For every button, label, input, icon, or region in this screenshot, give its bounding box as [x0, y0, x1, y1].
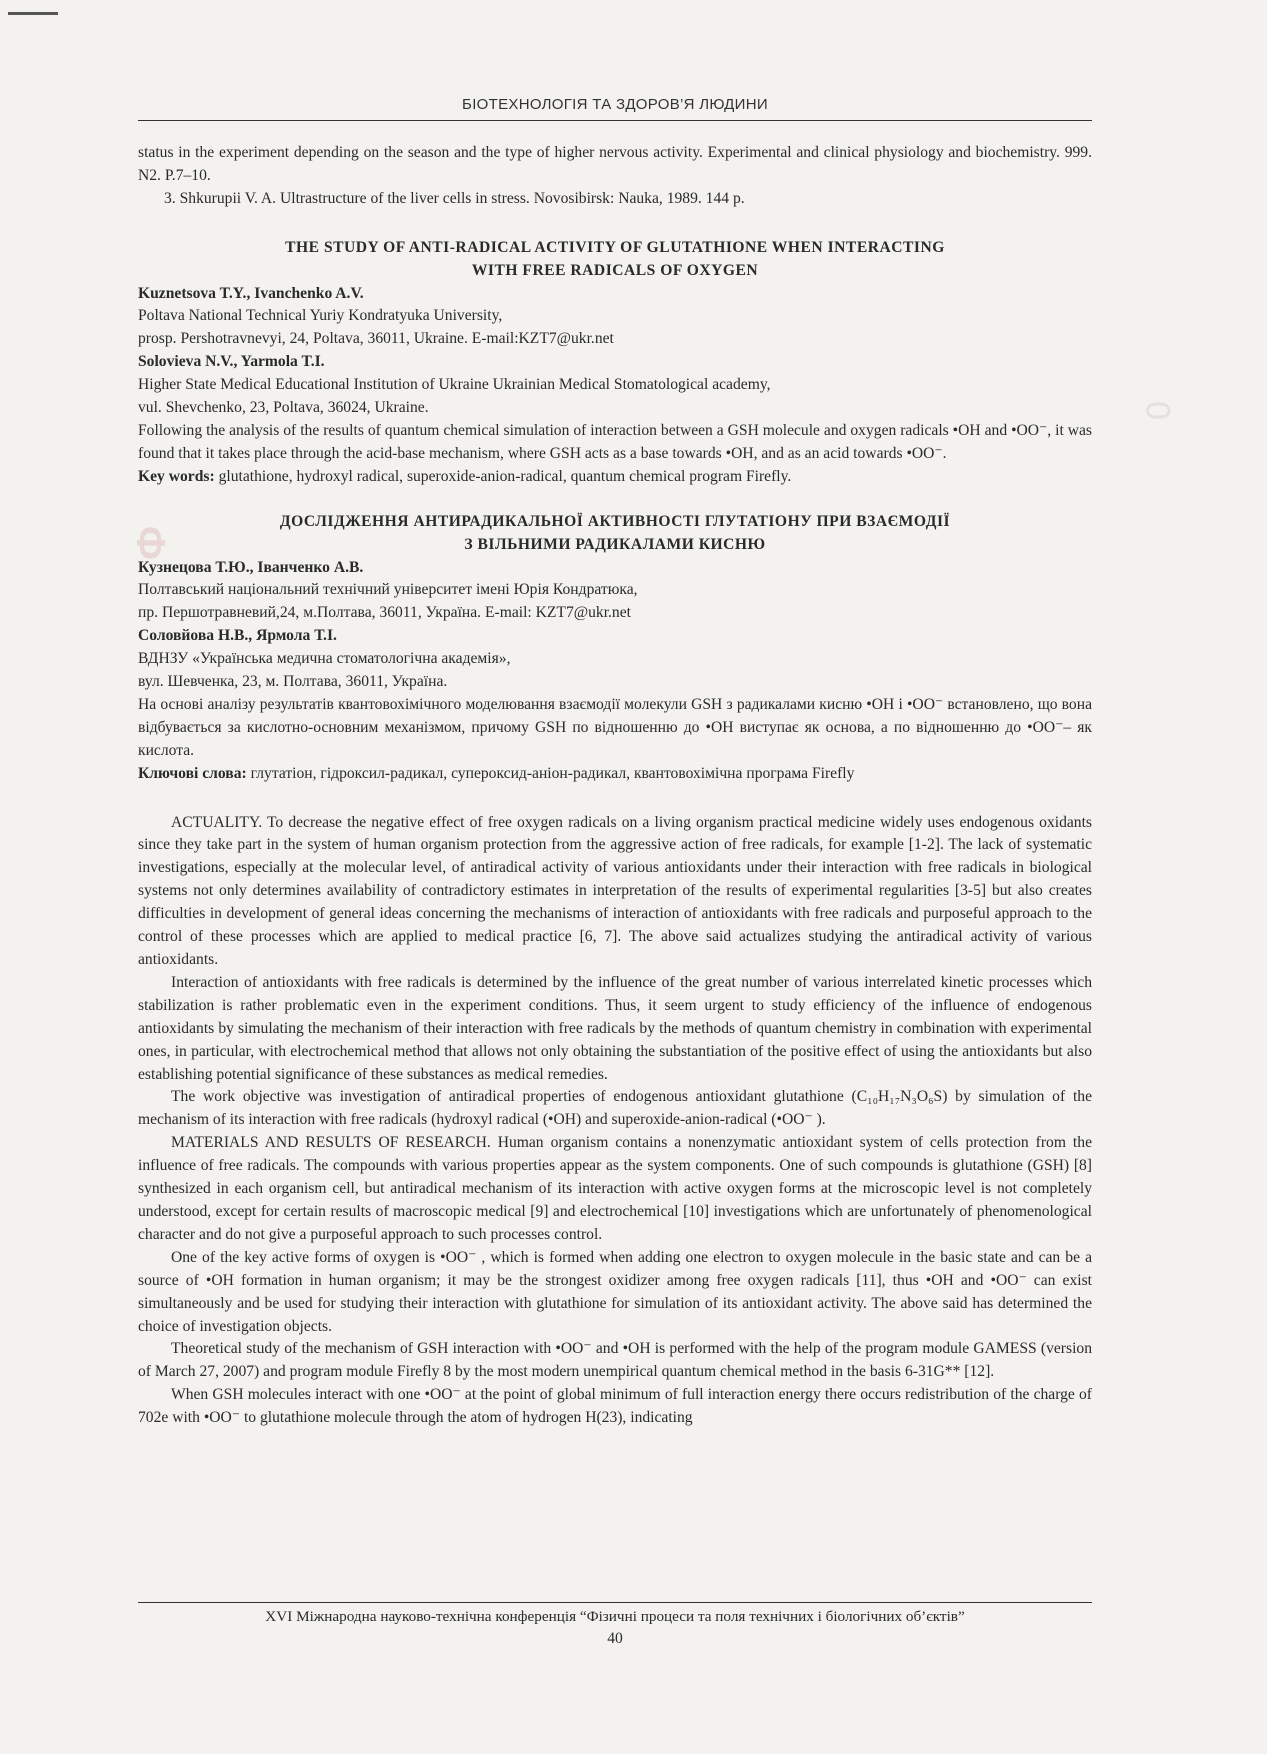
- body-paragraph: One of the key active forms of oxygen is •OO⁻ , which is formed when adding one electron to oxygen molecule in the basic state and can be a source of •OH formation in human organism; it may be the strongest oxidizer among free oxygen radicals [11], thus •OH and •OO⁻ can exist simultaneously and be used for studying their interaction with glutathione for simulation of its antioxidant activity. The above said has determined the choice of investigation objects.: [138, 1248, 1092, 1335]
- keywords: Key words: glutathione, hydroxyl radical, superoxide-anion-radical, quantum chemical program Firefly.: [138, 467, 792, 485]
- body-paragraph: Interaction of antioxidants with free radicals is determined by the influence of the great number of various interrelated kinetic processes which stabilization is rather problematic even in the experiment conditions. Thus, it seem urgent to study efficiency of the influence of endogenous antioxidants by simulating the mechanism of their interaction with free radicals by the methods of quantum chemistry in combination with experimental ones, in particular, with electrochemical method that allows not only obtaining the substantiation of the positive effect of using the antioxidants but also establishing potential significance of these substances as medical remedies.: [138, 973, 1092, 1083]
- affiliation: Полтавський національний технічний університет імені Юрія Кондратюка,: [138, 581, 638, 599]
- body-paragraph: ACTUALITY. To decrease the negative effect of free oxygen radicals on a living organism practical medicine widely uses endogenous oxidants since they take part in the system of human organism protection from the aggressive action of free radicals, for example [1-2]. The lack of systematic investigations, especially at the molecular level, of antiradical activity of various antioxidants under their interaction with free radicals in biological systems not only determines availability of contradictory estimates in interpretation of the results of experimental regularities [3-5] but also creates difficulties in development of general ideas concerning the mechanisms of interaction of antioxidants with free radicals and purposeful approach to the control of these processes which are applied to medical practice [6, 7]. The above said actualizes studying the antiradical activity of various antioxidants.: [138, 813, 1092, 968]
- bleed-through-mark: 0: [1140, 401, 1178, 420]
- ukrainian-title-line: З ВІЛЬНИМИ РАДИКАЛАМИ КИСНЮ: [464, 535, 766, 553]
- reference-text: status in the experiment depending on the season and the type of higher nervous activity. Experimental and clinical physiology and biochemistry. 999. N2. P.7–10.: [138, 144, 1092, 184]
- header-rule: [138, 120, 1092, 121]
- page-content: [138, 142, 1092, 1430]
- footer-rule: [138, 1602, 1092, 1603]
- affiliation: vul. Shevchenko, 23, Poltava, 36024, Ukraine.: [138, 399, 429, 417]
- reference-item: 3. Shkurupii V. A. Ultrastructure of the liver cells in stress. Novosibirsk: Nauka, 1989. 144 p.: [164, 189, 745, 207]
- body-paragraph: Theoretical study of the mechanism of GSH interaction with •OO⁻ and •OH is performed with the help of the program module GAMESS (version of March 27, 2007) and program module Firefly 8 by the most modern unempirical quantum chemical method in the basis 6-31G** [12].: [138, 1340, 1092, 1381]
- footer-conference: XVI Міжнародна науково-технічна конференція “Фізичні процеси та поля технічних і біологічних об’єктів”: [265, 1608, 965, 1625]
- ukrainian-title-line: ДОСЛІДЖЕННЯ АНТИРАДИКАЛЬНОЇ АКТИВНОСТІ ГЛУТАТІОНУ ПРИ ВЗАЄМОДІЇ: [279, 512, 951, 530]
- page-number: 40: [607, 1630, 623, 1647]
- bleed-through-mark: Ф: [130, 525, 174, 560]
- english-title-line: WITH FREE RADICALS OF OXYGEN: [471, 261, 759, 279]
- affiliation: Poltava National Technical Yuriy Kondratyuka University,: [138, 307, 503, 325]
- scan-mark: [8, 12, 58, 15]
- affiliation: prosp. Pershotravnevyi, 24, Poltava, 36011, Ukraine. E-mail:KZT7@ukr.net: [138, 330, 614, 348]
- affiliation: вул. Шевченка, 23, м. Полтава, 36011, Україна.: [138, 673, 448, 691]
- authors: Кузнецова Т.Ю., Іванченко А.В.: [138, 558, 364, 576]
- affiliation: ВДНЗУ «Українська медична стоматологічна академія»,: [138, 650, 511, 668]
- authors: Соловйова Н.В., Ярмола Т.І.: [138, 627, 337, 645]
- affiliation: пр. Першотравневий,24, м.Полтава, 36011, Україна. E-mail: KZT7@ukr.net: [138, 604, 631, 622]
- english-title-line: THE STUDY OF ANTI-RADICAL ACTIVITY OF GLUTATHIONE WHEN INTERACTING: [285, 238, 945, 256]
- body-paragraph: MATERIALS AND RESULTS OF RESEARCH. Human organism contains a nonenzymatic antioxidant system of cells protection from the influence of free radicals. The compounds with various properties appear as the system components. One of such compounds is glutathione (GSH) [8] synthesized in each organism cell, but antiradical mechanism of its interaction with active oxygen forms at the microscopic level is not completely understood, except for certain results of macroscopic medical [9] and electrochemical [10] investigations which are unfortunately of phenomenological character and do not give a purposeful approach to such processes control.: [138, 1134, 1092, 1243]
- abstract: Following the analysis of the results of quantum chemical simulation of interaction between a GSH molecule and oxygen radicals •OH and •OO⁻, it was found that it takes place through the acid-base mechanism, where GSH acts as a base towards •OH, and as an acid towards •OO⁻.: [138, 421, 1092, 462]
- authors: Kuznetsova T.Y., Ivanchenko A.V.: [138, 284, 364, 302]
- body-paragraph: When GSH molecules interact with one •OO⁻ at the point of global minimum of full interaction energy there occurs redistribution of the charge of 702e with •OO⁻ to glutathione molecule through the atom of hydrogen H(23), indicating: [138, 1386, 1092, 1427]
- affiliation: Higher State Medical Educational Institution of Ukraine Ukrainian Medical Stomatological academy,: [138, 376, 771, 394]
- abstract: На основі аналізу результатів квантовохімічного моделювання взаємодії молекули GSH з радикалами кисню •OH і •OO⁻ встановлено, що вона відбувається за кислотно-основним механізмом, причому GSH по відношенню до •OH виступає як основа, а по відношенню до •OO⁻– як кислота.: [138, 695, 1092, 759]
- running-header: БІОТЕХНОЛОГІЯ ТА ЗДОРОВ’Я ЛЮДИНИ: [462, 96, 768, 113]
- keywords: Ключові слова: глутатіон, гідроксил-радикал, супероксид-аніон-радикал, квантовохімічна програма Firefly: [138, 764, 855, 782]
- authors: Solovieva N.V., Yarmola T.I.: [138, 353, 325, 371]
- body-paragraph: The work objective was investigation of antiradical properties of endogenous antioxidant glutathione (C₁₀H₁₇N₃O₆S) by simulation of the mechanism of its interaction with free radicals (hydroxyl radical (•OH) and superoxide-anion-radical (•OO⁻ ).: [138, 1088, 1092, 1129]
